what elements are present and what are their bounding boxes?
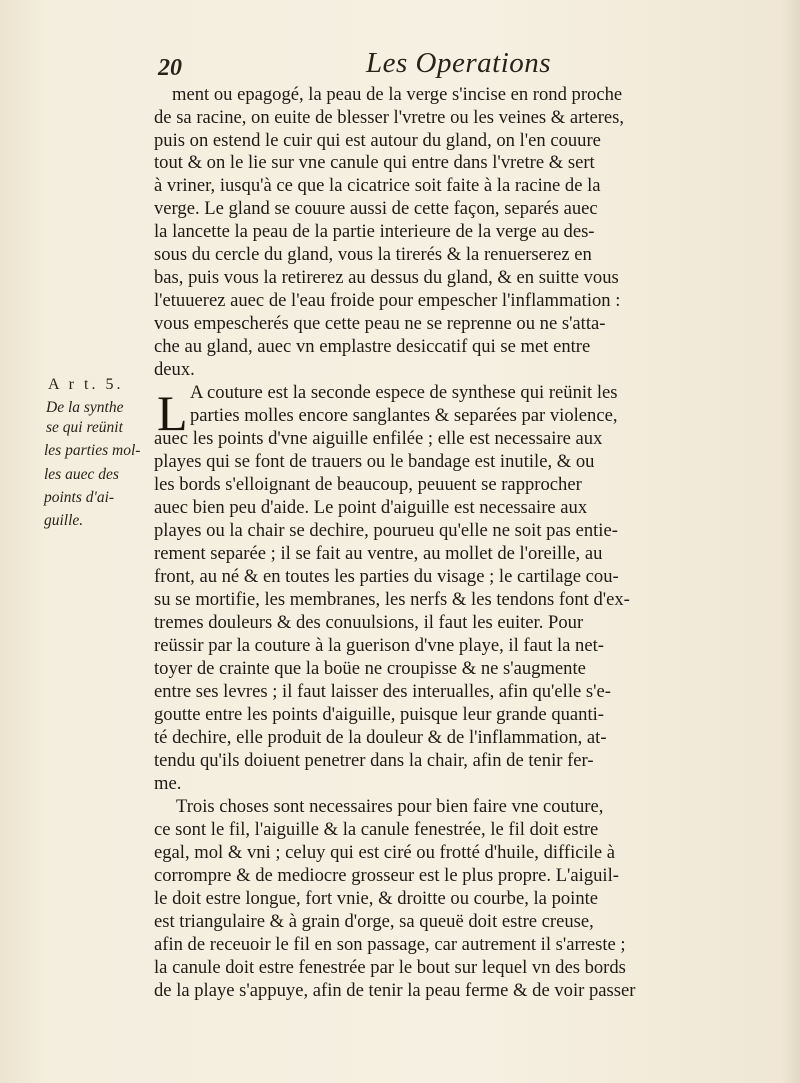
text-line: ce sont le fil, l'aiguille & la canule fenestrée, le fil doit estre	[154, 819, 599, 840]
text-line: à vriner, iusqu'à ce que la cicatrice soit faite à la racine de la	[154, 175, 601, 196]
text-line: entre ses levres ; il faut laisser des interualles, afin qu'elle s'e-	[154, 681, 611, 702]
margin-article-label: A r t. 5.	[48, 376, 124, 393]
text-line: toyer de crainte que la boüe ne croupisse & ne s'augmente	[154, 658, 586, 679]
margin-note-line: guille.	[44, 512, 84, 529]
text-line: che au gland, auec vn emplastre desiccatif qui se met entre	[154, 336, 591, 357]
text-line: ment ou epagogé, la peau de la verge s'incise en rond proche	[172, 84, 623, 105]
text-line: té dechire, elle produit de la douleur & de l'inflammation, at-	[154, 727, 607, 748]
running-head: Les Operations	[366, 47, 552, 79]
text-line: reüssir par la couture à la guerison d'vne playe, il faut la net-	[154, 635, 604, 656]
text-line: front, au né & en toutes les parties du visage ; le cartilage cou-	[154, 566, 619, 587]
text-line: la lancette la peau de la partie interieure de la verge au des-	[154, 221, 595, 242]
text-line: vous empescherés que cette peau ne se reprenne ou ne s'atta-	[154, 313, 606, 334]
text-line: de sa racine, on euite de blesser l'vretre ou les veines & arteres,	[154, 107, 625, 128]
text-line: tout & on le lie sur vne canule qui entre dans l'vretre & sert	[154, 152, 595, 173]
text-line: tremes douleurs & des conuulsions, il faut les euiter. Pour	[154, 612, 584, 633]
text-line: Trois choses sont necessaires pour bien faire vne couture,	[176, 796, 604, 817]
text-line: verge. Le gland se couure aussi de cette façon, separés auec	[154, 198, 598, 219]
margin-note-line: points d'ai-	[44, 489, 115, 506]
text-line: puis on estend le cuir qui est autour du gland, on l'en couure	[154, 130, 601, 151]
text-line: le doit estre longue, fort vnie, & droitte ou courbe, la pointe	[154, 888, 599, 909]
margin-note-line: les auec des	[44, 466, 119, 483]
text-line: les bords s'elloignant de beaucoup, peuuent se rapprocher	[154, 474, 582, 495]
page-edge-shadow	[782, 0, 800, 1083]
text-line: goutte entre les points d'aiguille, puisque leur grande quanti-	[154, 704, 604, 725]
text-line: la canule doit estre fenestrée par le bout sur lequel vn des bords	[154, 957, 626, 978]
text-line: est triangulaire & à grain d'orge, sa queuë doit estre creuse,	[154, 911, 594, 932]
text-line: egal, mol & vni ; celuy qui est ciré ou frotté d'huile, difficile à	[154, 842, 616, 863]
text-line: auec les points d'vne aiguille enfilée ; elle est necessaire aux	[154, 428, 603, 449]
text-line: me.	[154, 773, 182, 794]
text-line: deux.	[154, 359, 195, 380]
text-line: parties molles encore sanglantes & separées par violence,	[190, 405, 618, 426]
margin-note-line: les parties mol-	[44, 442, 141, 459]
page-number: 20	[158, 55, 182, 81]
text-line: bas, puis vous la retirerez au dessus du gland, & en suitte vous	[154, 267, 619, 288]
drop-capital: L	[157, 385, 188, 441]
text-line: sous du cercle du gland, vous la tirerés & la renuerserez en	[154, 244, 592, 265]
text-line: playes qui se font de trauers ou le bandage est inutile, & ou	[154, 451, 595, 472]
text-line: su se mortifie, les membranes, les nerfs & les tendons font d'ex-	[154, 589, 630, 610]
text-line: l'etuuerez auec de l'eau froide pour empescher l'inflammation :	[154, 290, 621, 311]
margin-note-line: se qui reünit	[46, 419, 123, 436]
text-line: A couture est la seconde espece de synthese qui reünit les	[190, 382, 618, 403]
text-line: corrompre & de mediocre grosseur est le plus propre. L'aiguil-	[154, 865, 619, 886]
text-line: afin de receuoir le fil en son passage, car autrement il s'arreste ;	[154, 934, 626, 955]
text-line: auec bien peu d'aide. Le point d'aiguille est necessaire aux	[154, 497, 588, 518]
text-line: de la playe s'appuye, afin de tenir la peau ferme & de voir passer	[154, 980, 636, 1001]
text-line: rement separée ; il se fait au ventre, au mollet de l'oreille, au	[154, 543, 603, 564]
text-line: playes ou la chair se dechire, pourueu qu'elle ne soit pas entie-	[154, 520, 618, 541]
text-line: tendu qu'ils doiuent penetrer dans la chair, afin de tenir fer-	[154, 750, 594, 771]
margin-note-line: De la synthe	[46, 399, 124, 416]
